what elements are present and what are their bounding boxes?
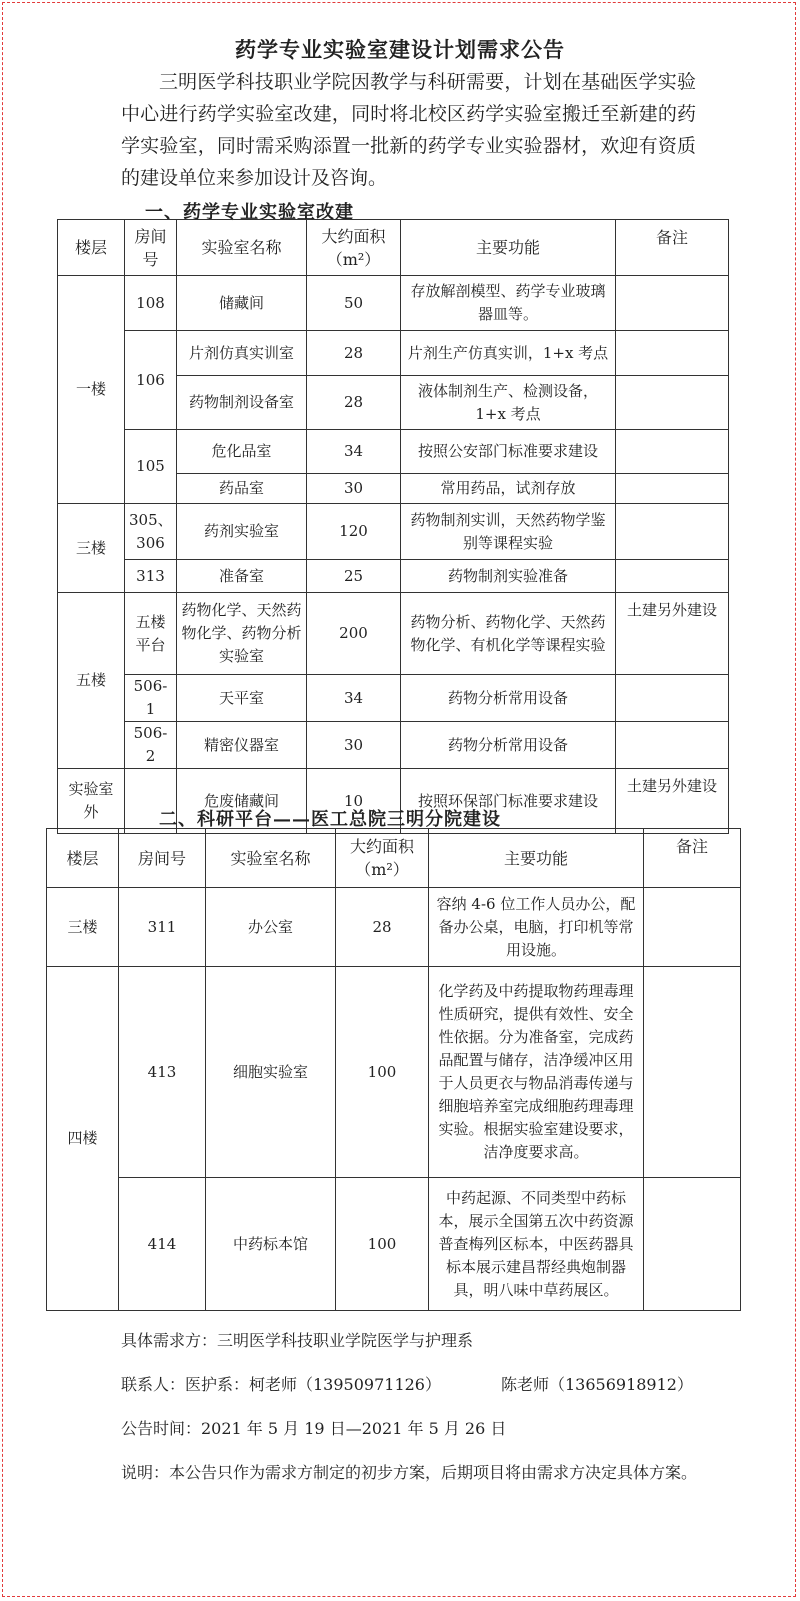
area-cell: 100	[336, 1178, 429, 1311]
announcement-time: 公告时间：2021 年 5 月 19 日—2021 年 5 月 26 日	[121, 1419, 507, 1438]
note-cell	[616, 504, 729, 560]
table-row	[47, 1178, 741, 1311]
header-room: 房间号	[125, 220, 177, 276]
table-row	[58, 504, 729, 560]
function-cell: 药物制剂实验准备	[401, 560, 616, 593]
header-name: 实验室名称	[206, 829, 336, 888]
name-cell: 药剂实验室	[177, 504, 307, 560]
room-cell: 108	[125, 276, 177, 331]
note-cell	[616, 722, 729, 769]
header-area: 大约面积（m²）	[307, 220, 401, 276]
note-cell	[644, 967, 741, 1178]
note-cell	[616, 474, 729, 504]
note-cell	[616, 331, 729, 376]
explanation: 说明：本公告只作为需求方制定的初步方案，后期项目将由需求方决定具体方案。	[121, 1463, 698, 1482]
table-header-row	[47, 829, 741, 888]
room-cell: 414	[119, 1178, 206, 1311]
area-cell: 100	[336, 967, 429, 1178]
table-row	[58, 430, 729, 474]
room-cell: 311	[119, 888, 206, 967]
table-row	[58, 276, 729, 331]
area-cell: 120	[307, 504, 401, 560]
floor-cell: 一楼	[58, 276, 125, 504]
area-cell: 30	[307, 474, 401, 504]
header-room: 房间号	[119, 829, 206, 888]
contact-ke: 联系人：医护系：柯老师（13950971126）	[121, 1375, 441, 1394]
section-1-title: 一、药学专业实验室改建	[145, 202, 354, 223]
name-cell: 天平室	[177, 675, 307, 722]
function-cell: 化学药及中药提取物药理毒理性质研究，提供有效性、安全性依据。分为准备室，完成药品配置与储存，洁净缓冲区用于人员更衣与物品消毒传递与细胞培养室完成细胞药理毒理实验。根据实验室建设要求，洁净度要求高。	[429, 967, 644, 1178]
area-cell: 28	[336, 888, 429, 967]
function-cell: 液体制剂生产、检测设备，1+x 考点	[401, 376, 616, 430]
name-cell: 中药标本馆	[206, 1178, 336, 1311]
name-cell: 办公室	[206, 888, 336, 967]
demand-party: 具体需求方：三明医学科技职业学院医学与护理系	[121, 1331, 474, 1350]
table-row	[58, 560, 729, 593]
header-note: 备注	[616, 220, 729, 276]
room-cell: 105	[125, 430, 177, 504]
name-cell: 药品室	[177, 474, 307, 504]
area-cell: 28	[307, 331, 401, 376]
floor-cell: 三楼	[58, 504, 125, 593]
name-cell: 精密仪器室	[177, 722, 307, 769]
note-cell: 土建另外建设	[616, 593, 729, 675]
header-function: 主要功能	[401, 220, 616, 276]
function-cell: 按照环保部门标准要求建设	[401, 769, 616, 834]
floor-cell: 五楼	[58, 593, 125, 769]
table-row	[47, 967, 741, 1178]
note-cell	[616, 560, 729, 593]
header-name: 实验室名称	[177, 220, 307, 276]
area-cell: 34	[307, 675, 401, 722]
table-header-row	[58, 220, 729, 276]
function-cell: 药物分析、药物化学、天然药物化学、有机化学等课程实验	[401, 593, 616, 675]
research-table	[46, 828, 741, 1311]
floor-cell: 四楼	[47, 967, 119, 1311]
contact-line	[121, 1369, 701, 1401]
table-row	[58, 593, 729, 675]
table-row	[47, 888, 741, 967]
room-cell: 五楼平台	[125, 593, 177, 675]
intro-text: 三明医学科技职业学院因教学与科研需要，计划在基础医学实验中心进行药学实验室改建，同时将北校区药学实验室搬迁至新建的药学实验室，同时需采购添置一批新的药学专业实验器材，欢迎有资质的建设单位来参加设计及咨询。	[121, 71, 696, 189]
contact-chen: 陈老师（13656918912）	[500, 1375, 693, 1394]
page-title: 药学专业实验室建设计划需求公告	[235, 37, 565, 62]
function-cell: 药物分析常用设备	[401, 722, 616, 769]
header-function: 主要功能	[429, 829, 644, 888]
note-cell	[616, 276, 729, 331]
area-cell: 34	[307, 430, 401, 474]
function-cell: 药物制剂实训，天然药物学鉴别等课程实验	[401, 504, 616, 560]
room-cell: 106	[125, 331, 177, 430]
floor-cell: 三楼	[47, 888, 119, 967]
table-row	[58, 675, 729, 722]
header-floor: 楼层	[47, 829, 119, 888]
name-cell: 危废储藏间	[177, 769, 307, 834]
area-cell: 200	[307, 593, 401, 675]
area-cell: 50	[307, 276, 401, 331]
function-cell: 药物分析常用设备	[401, 675, 616, 722]
name-cell: 片剂仿真实训室	[177, 331, 307, 376]
name-cell: 药物化学、天然药物化学、药物分析实验室	[177, 593, 307, 675]
intro-paragraph	[121, 66, 696, 194]
room-cell: 413	[119, 967, 206, 1178]
section-2-title: 二、科研平台——医工总院三明分院建设	[159, 809, 501, 830]
header-area: 大约面积（m²）	[336, 829, 429, 888]
table-row	[58, 722, 729, 769]
header-floor: 楼层	[58, 220, 125, 276]
note-cell	[616, 675, 729, 722]
room-cell: 313	[125, 560, 177, 593]
floor-cell: 实验室外	[58, 769, 125, 834]
name-cell: 药物制剂设备室	[177, 376, 307, 430]
room-cell: 305、306	[125, 504, 177, 560]
note-cell	[644, 1178, 741, 1311]
renovation-table	[57, 219, 729, 834]
note-cell	[616, 376, 729, 430]
note-cell: 土建另外建设	[616, 769, 729, 834]
footer	[121, 1325, 701, 1501]
function-cell: 存放解剖模型、药学专业玻璃器皿等。	[401, 276, 616, 331]
function-cell: 常用药品，试剂存放	[401, 474, 616, 504]
area-cell: 25	[307, 560, 401, 593]
function-cell: 片剂生产仿真实训，1+x 考点	[401, 331, 616, 376]
function-cell: 按照公安部门标准要求建设	[401, 430, 616, 474]
name-cell: 准备室	[177, 560, 307, 593]
note-cell	[616, 430, 729, 474]
name-cell: 危化品室	[177, 430, 307, 474]
function-cell: 容纳 4-6 位工作人员办公，配备办公桌，电脑，打印机等常用设施。	[429, 888, 644, 967]
name-cell: 细胞实验室	[206, 967, 336, 1178]
note-cell	[644, 888, 741, 967]
room-cell: 506-2	[125, 722, 177, 769]
table-row	[58, 331, 729, 376]
room-cell: 506-1	[125, 675, 177, 722]
area-cell: 28	[307, 376, 401, 430]
function-cell: 中药起源、不同类型中药标本，展示全国第五次中药资源普查梅列区标本，中医药器具标本展示建昌帮经典炮制器具，明八味中草药展区。	[429, 1178, 644, 1311]
name-cell: 储藏间	[177, 276, 307, 331]
header-note: 备注	[644, 829, 741, 888]
area-cell: 10	[307, 769, 401, 834]
area-cell: 30	[307, 722, 401, 769]
